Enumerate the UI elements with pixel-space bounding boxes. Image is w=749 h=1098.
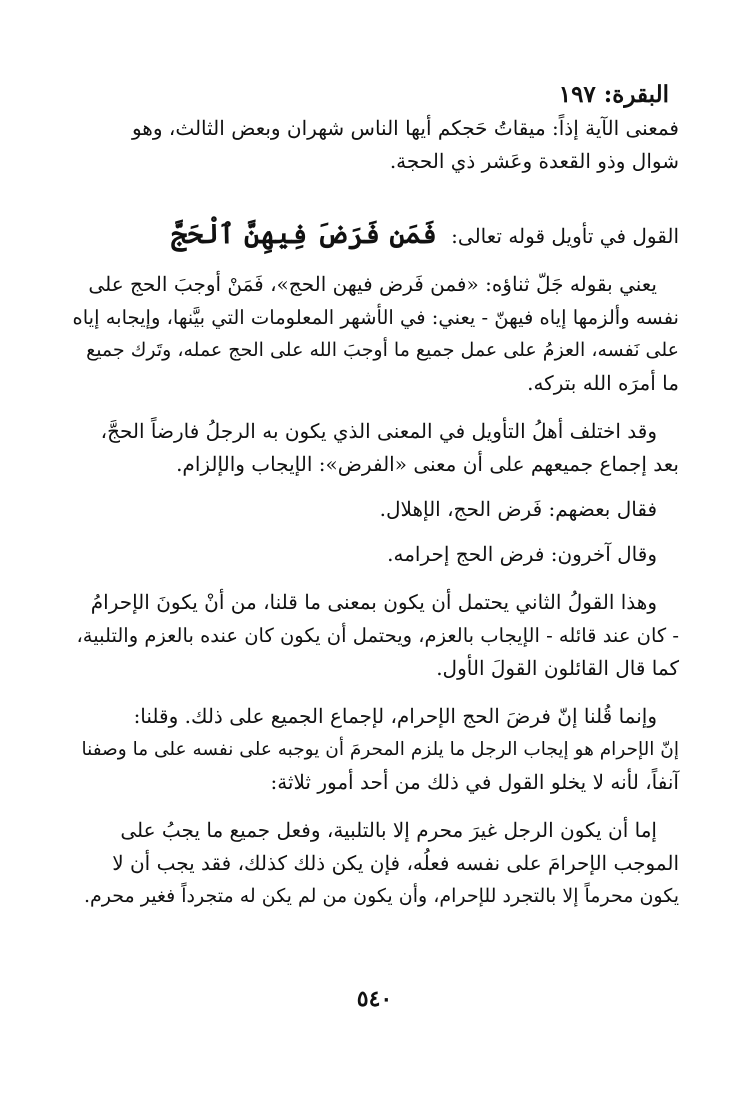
text-line: وقال آخرون: فرض الحج إحرامه.	[387, 542, 657, 566]
paragraph-2	[74, 415, 679, 481]
paragraph-3	[74, 493, 679, 526]
text-line: كما قال القائلون القولَ الأول.	[436, 656, 679, 680]
text-line: على نَفسه، العزمُ على عمل جميع ما أوجبَ الله على الحج عمله، وتَرك جميع	[86, 339, 679, 361]
text-line: وهذا القولُ الثاني يحتمل أن يكون بمعنى ما قلنا، من أنْ يكونَ الإحرامُ	[90, 590, 657, 614]
text-line: نفسه وألزمها إياه فيهنّ - يعني: في الأشهر المعلومات التي بيَّنها، وإيجابه إياه	[72, 306, 679, 329]
text-line: شوال وذو القعدة وعَشر ذي الحجة.	[389, 149, 679, 173]
paragraph-1	[74, 268, 679, 400]
text-line: يعني بقوله جَلّ ثناؤه: «فمن فَرض فيهن الحج»، فَمَنْ أوجبَ الحج على	[88, 272, 657, 296]
text-line: ما أمرَه الله بتركه.	[527, 371, 679, 395]
paragraph-7	[74, 814, 679, 913]
text-line: إنّ الإحرام هو إيجاب الرجل ما يلزم المحرمَ أن يوجبه على نفسه على ما وصفنا	[81, 739, 679, 760]
text-line: فقال بعضهم: فَرض الحج، الإهلال.	[379, 497, 657, 521]
quranic-quote: فَمَن فَرَضَ فِيهِنَّ ٱلْحَجَّ	[171, 219, 437, 250]
text-line: بعد إجماع جميعهم على أن معنى «الفرض»: الإيجاب والإلزام.	[176, 452, 679, 476]
paragraph-4	[74, 538, 679, 571]
text-line: وقد اختلف أهلُ التأويل في المعنى الذي يكون به الرجلُ فارضاً الحجَّ،	[100, 419, 657, 443]
section-heading-text: القول في تأويل قوله تعالى:	[451, 224, 679, 248]
paragraph-5	[74, 586, 679, 685]
text-line: آنفاً، لأنه لا يخلو القول في ذلك من أحد أمور ثلاثة:	[270, 770, 679, 794]
paragraph-6	[74, 700, 679, 799]
page-number: ٥٤٠	[356, 986, 393, 1012]
text-line: - كان عند قائله - الإيجاب بالعزم، ويحتمل أن يكون كان عنده بالعزم والتلبية،	[76, 624, 679, 647]
intro-paragraph	[74, 112, 679, 178]
page-header-surah-verse: البقرة: ١٩٧	[558, 81, 669, 108]
section-heading	[74, 218, 679, 253]
text-line: إما أن يكون الرجل غيرَ محرم إلا بالتلبية، وفعل جميع ما يجبُ على	[120, 818, 657, 842]
text-line: الموجب الإحرامَ على نفسه فعلُه، فإن يكن ذلك كذلك، فقد يجب أن لا	[112, 851, 679, 875]
text-line: يكون محرماً إلا بالتجرد للإحرام، وأن يكون من لم يكن له متجرداً فغير محرم.	[84, 885, 679, 907]
text-line: فمعنى الآية إذاً: ميقاتُ حَجكم أيها الناس شهران وبعض الثالث، وهو	[131, 116, 679, 140]
text-line: وإنما قُلنا إنّ فرضَ الحج الإحرام، لإجماع الجميع على ذلك. وقلنا:	[133, 704, 657, 728]
